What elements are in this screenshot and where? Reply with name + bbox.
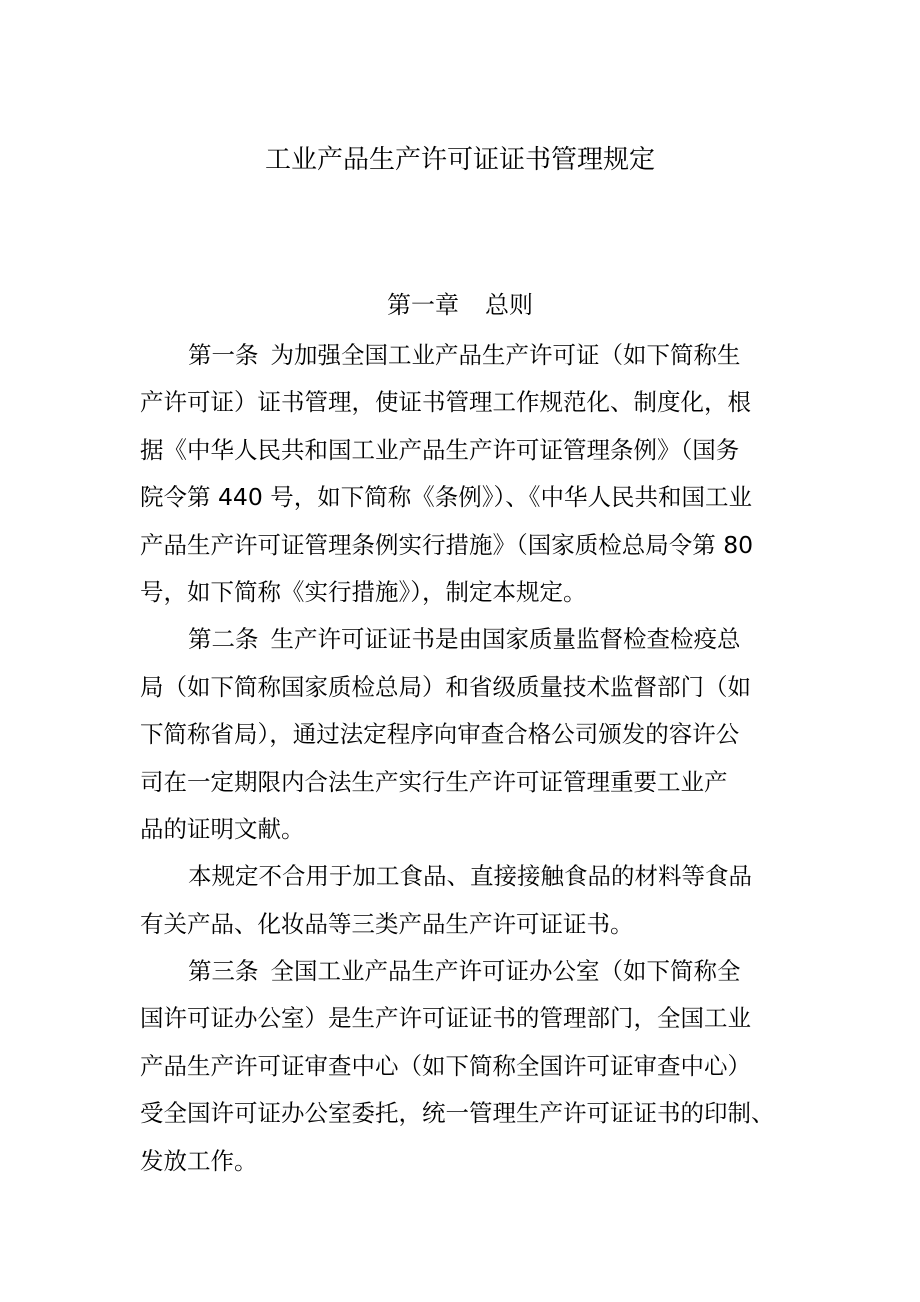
article-2-line-2: 局（如下简称国家质检总局）和省级质量技术监督部门（如 [140,672,751,701]
article-1-line-5: 产品生产许可证管理条例实行措施》（国家质检总局令第 80 [140,530,754,559]
article-2-line-3: 下简称省局），通过法定程序向审查合格公司颁发的容许公 [140,720,740,749]
article-1 [140,332,780,616]
article-3-line-1 [140,948,780,995]
article-2 [140,616,780,853]
article-3-line-4: 受全国许可证办公室委托，统一管理生产许可证证书的印制、 [140,1099,775,1128]
chapter-heading [0,284,920,326]
supplement-line-1: 本规定不合用于加工食品、直接接触食品的材料等食品 [188,862,752,891]
article-3-line-2: 国许可证办公室）是生产许可证证书的管理部门，全国工业 [140,1004,751,1033]
chapter-label: 第一章 [387,291,459,319]
document-title: 工业产品生产许可证证书管理规定 [264,145,655,175]
article-3-label: 第三条 [188,957,259,986]
article-3-line-5: 发放工作。 [140,1146,258,1175]
article-3 [140,948,780,1185]
article-1-text-1: 为加强全国工业产品生产许可证（如下简称生 [270,341,741,369]
article-2-line-5: 品的证明文献。 [140,814,305,843]
article-3-line-3: 产品生产许可证审查中心（如下简称全国许可证审查中心） [140,1051,751,1080]
article-2-line-1 [140,616,780,663]
article-1-label: 第一条 [188,341,259,369]
supplement-line-2: 有关产品、化妆品等三类产品生产许可证证书。 [140,909,634,938]
article-1-line-2: 产许可证）证书管理，使证书管理工作规范化、制度化，根 [140,388,751,417]
article-1-line-3: 据《中华人民共和国工业产品生产许可证管理条例》（国务 [140,435,740,464]
article-2-text-1: 生产许可证证书是由国家质量监督检查检疫总 [270,625,741,654]
document-body [140,332,780,1185]
article-1-line-4: 院令第 440 号，如下简称《条例》）、《中华人民共和国工业 [140,483,753,512]
article-1-line-1 [140,332,780,379]
article-1-line-6: 号，如下简称《实行措施》），制定本规定。 [140,577,587,606]
article-2-label: 第二条 [188,625,259,654]
chapter-name: 总则 [485,291,533,319]
article-2-supplement [140,853,780,948]
article-3-text-1: 全国工业产品生产许可证办公室（如下简称全 [270,957,741,986]
article-2-line-4: 司在一定期限内合法生产实行生产许可证管理重要工业产 [140,767,728,796]
